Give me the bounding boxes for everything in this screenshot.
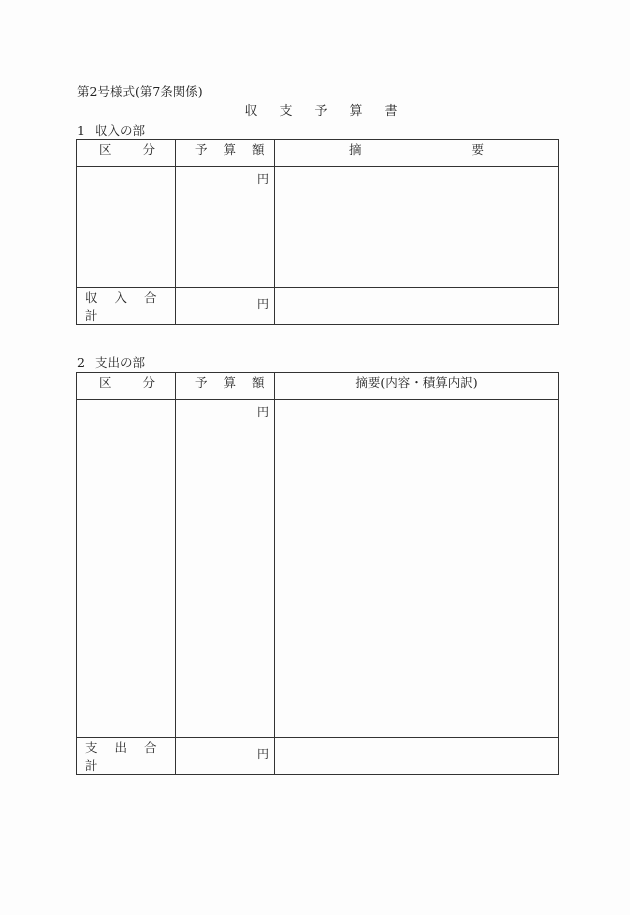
- expense-header-yosan: 予 算 額: [176, 373, 275, 400]
- expense-section-number: 2: [77, 355, 85, 370]
- income-body-row: [77, 167, 559, 288]
- income-header-yosan: 予 算 額: [176, 140, 275, 167]
- expense-section-label: 支出の部: [95, 355, 146, 370]
- expense-header-kubun: 区 分: [77, 373, 176, 400]
- expense-yen-unit: 円: [256, 405, 269, 419]
- form-number: 第2号様式(第7条関係): [77, 84, 203, 99]
- income-yosan-cell[interactable]: [176, 167, 275, 288]
- expense-tekiyo-cell[interactable]: [275, 400, 559, 738]
- income-section-heading: [77, 125, 145, 138]
- expense-total-row: [77, 738, 559, 775]
- document-title: 収 支 予 算 書: [244, 104, 398, 119]
- expense-total-tekiyo-cell[interactable]: [275, 738, 559, 775]
- expense-kubun-cell[interactable]: [77, 400, 176, 738]
- expense-total-label: 支 出 合計: [77, 738, 176, 775]
- expense-yosan-cell[interactable]: [176, 400, 275, 738]
- income-header-kubun: 区 分: [77, 140, 176, 167]
- income-table: [76, 139, 559, 325]
- income-header-row: [77, 140, 559, 167]
- income-total-yen-unit: 円: [256, 297, 269, 311]
- expense-total-yen-unit: 円: [256, 747, 269, 761]
- expense-header-row: [77, 373, 559, 400]
- expense-section-heading: [77, 357, 145, 370]
- income-section-number: 1: [77, 123, 85, 138]
- income-total-tekiyo-cell[interactable]: [275, 288, 559, 325]
- income-header-tekiyo: 摘 要: [275, 140, 559, 167]
- income-yen-unit: 円: [256, 172, 269, 186]
- income-total-row: [77, 288, 559, 325]
- income-tekiyo-cell[interactable]: [275, 167, 559, 288]
- income-total-amount-cell[interactable]: [176, 288, 275, 325]
- expense-header-tekiyo: 摘要(内容・積算内訳): [275, 373, 559, 400]
- expense-table: [76, 372, 559, 775]
- income-kubun-cell[interactable]: [77, 167, 176, 288]
- income-section-label: 収入の部: [95, 123, 146, 138]
- income-total-label: 収 入 合計: [77, 288, 176, 325]
- expense-total-amount-cell[interactable]: [176, 738, 275, 775]
- expense-body-row: [77, 400, 559, 738]
